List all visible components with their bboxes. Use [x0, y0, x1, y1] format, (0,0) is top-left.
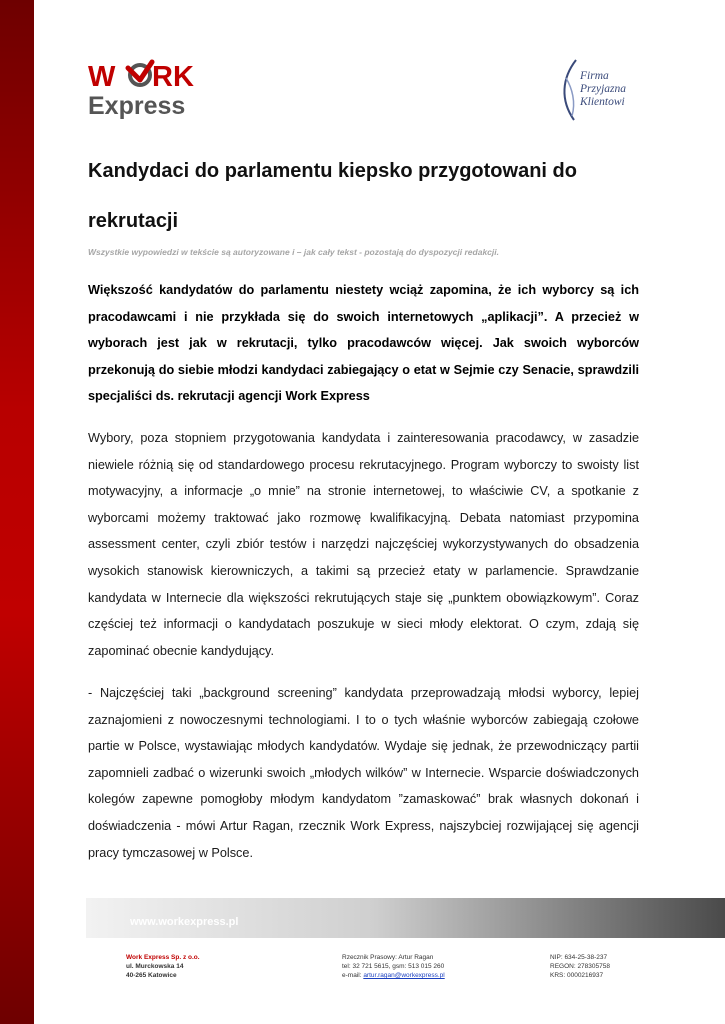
- footer-website-link[interactable]: www.workexpress.pl: [130, 916, 239, 928]
- side-accent-bar: [0, 0, 34, 1024]
- press-email-label: e-mail:: [342, 972, 364, 979]
- logo-right-line-1: Firma: [580, 70, 609, 82]
- logo-right-line-2: Przyjazna: [580, 83, 626, 95]
- company-nip: NIP: 634-25-38-237: [550, 954, 608, 961]
- authorization-note: Wszystkie wypowiedzi w tekście są autoryzowane i – jak cały tekst - pozostają do dyspozycji redakcji.: [88, 247, 499, 257]
- footer-company-info: [126, 953, 200, 980]
- press-email-link[interactable]: artur.ragan@workexpress.pl: [363, 972, 445, 979]
- work-express-logo: [88, 58, 218, 120]
- logo-letters-rk: RK: [152, 61, 194, 93]
- article-title: Kandydaci do parlamentu kiepsko przygotowani do rekrutacji: [88, 160, 577, 232]
- footer-company-ids: [550, 953, 610, 980]
- company-name: Work Express Sp. z o.o.: [126, 954, 200, 961]
- logo-express-text: Express: [88, 92, 186, 120]
- body-paragraph-2: - Najczęściej taki „background screening” kandydata przeprowadzają młodsi wyborcy, lepiej zaznajomieni z nowoczesnymi technologiami. I to o tych właśnie wyborców zabiegają czołowe partie w Polsce, wystawiając młodych kandydatów. Wydaje się jednak, że przewodniczący partii zapomnieli zadbać o wizerunki swoich „młodych wilków” w Internecie. Wsparcie doświadczonych kolegów zapewne pomogłoby młodym kandydatom ”zamaskować” brak własnych dokonań i doświadczenia - mówi Artur Ragan, rzecznik Work Express, najszybciej rozwijającej się agencji pracy tymczasowej w Polsce.: [88, 686, 639, 860]
- lead-paragraph: Większość kandydatów do parlamentu niestety wciąż zapomina, że ich wyborcy są ich pracodawcami i nie przykłada się do swoich internetowych „aplikacji”. A przecież w wyborach jest jak w rekrutacji, tylko pracodawców więcej. Jak swoich wyborców przekonują do siebie młodzi kandydaci zabiegający o etat w Sejmie czy Senacie, sprawdzili specjaliści ds. rekrutacji agencji Work Express: [88, 283, 639, 404]
- press-officer: Rzecznik Prasowy: Artur Ragan: [342, 954, 434, 961]
- footer-press-contact: [342, 953, 445, 980]
- press-phone: tel: 32 721 5615, gsm: 513 015 260: [342, 963, 445, 970]
- body-paragraph-1: Wybory, poza stopniem przygotowania kandydata i zainteresowania pracodawcy, w zasadzie niewiele różnią się od standardowego procesu rekrutacyjnego. Program wyborczy to swoisty list motywacyjny, a informacje „o mnie” na stronie internetowej, to właściwie CV, a spotkanie z wyborcami możemy traktować jako rozmowę kwalifikacyjną. Debata natomiast przypomina assessment center, czyli zbiór testów i narzędzi najczęściej wykorzystywanych do obsadzenia wysokich stanowisk kierowniczych, a takimi są przecież etaty w parlamencie. Sprawdzanie kandydata w Internecie dla większości rekrutujących staje się „punktem obowiązkowym”. Coraz częściej też informacji o kandydatach poszukuje w sieci młody elektorat. O czym, zdają się zapominać obecnie kandydujący.: [88, 431, 639, 658]
- logo-letter-w: W: [88, 61, 116, 93]
- logo-right-line-3: Klientowi: [580, 96, 625, 108]
- company-regon: REGON: 278305758: [550, 963, 610, 970]
- company-city: 40-265 Katowice: [126, 972, 177, 979]
- press-email-line: [342, 971, 445, 980]
- firma-przyjazna-logo-text: [580, 70, 660, 109]
- company-krs: KRS: 0000216937: [550, 972, 604, 979]
- company-street: ul. Murckowska 14: [126, 963, 184, 970]
- logo-runner-icon: [128, 62, 152, 85]
